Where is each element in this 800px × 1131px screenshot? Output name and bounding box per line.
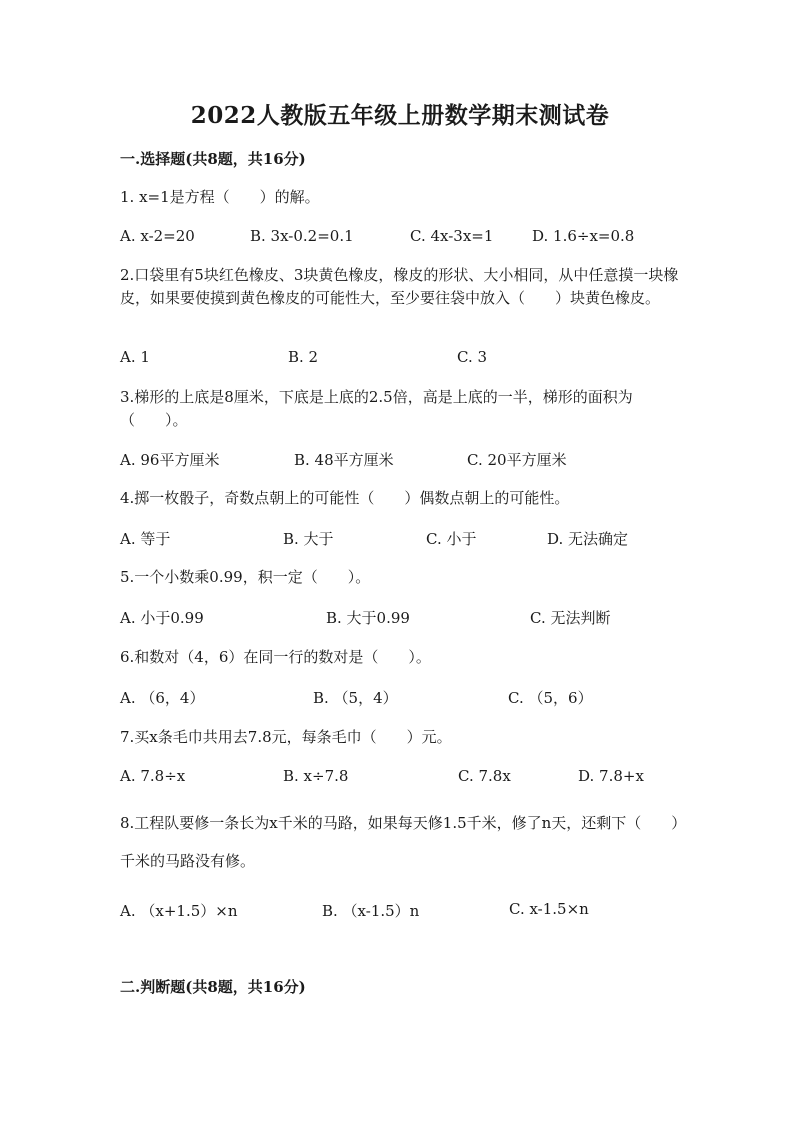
question-8-option-c: C. x-1.5×n [509, 900, 589, 918]
question-4-option-a: A. 等于 [120, 530, 171, 548]
question-6-option-b: B. （5，4） [313, 689, 398, 707]
question-7-option-d: D. 7.8+x [578, 767, 644, 785]
question-5-option-a: A. 小于0.99 [120, 609, 204, 627]
question-1-options [120, 227, 680, 249]
question-4-stem: 4.掷一枚骰子，奇数点朝上的可能性（ ）偶数点朝上的可能性。 [120, 489, 570, 507]
exam-title: 2022人教版五年级上册数学期末测试卷 [190, 102, 610, 129]
question-6-option-a: A. （6，4） [120, 689, 205, 707]
question-7-option-a: A. 7.8÷x [120, 767, 186, 785]
question-1-stem: 1. x=1是方程（ ）的解。 [120, 188, 320, 206]
question-3-option-c: C. 20平方厘米 [467, 451, 567, 469]
question-6-option-c: C. （5，6） [508, 689, 593, 707]
question-3-option-b: B. 48平方厘米 [294, 451, 394, 469]
question-8-stem: 8.工程队要修一条长为x千米的马路，如果每天修1.5千米，修了n天，还剩下（ ）千米的马路没有修。 [120, 814, 679, 870]
section-heading-judgement: 二.判断题(共8题，共16分) [120, 978, 306, 996]
question-2-option-c: C. 3 [457, 348, 488, 366]
question-5-stem: 5.一个小数乘0.99，积一定（ ）。 [120, 568, 371, 586]
question-4-option-c: C. 小于 [426, 530, 477, 548]
question-6-options [120, 687, 680, 709]
question-7-option-b: B. x÷7.8 [283, 767, 349, 785]
question-1-option-a: A. x-2=20 [120, 227, 195, 245]
question-6-stem: 6.和数对（4，6）在同一行的数对是（ ）。 [120, 648, 431, 666]
question-7-option-c: C. 7.8x [458, 767, 511, 785]
question-5-option-b: B. 大于0.99 [326, 609, 410, 627]
question-1-option-b: B. 3x-0.2=0.1 [250, 227, 354, 245]
question-5-option-c: C. 无法判断 [530, 609, 611, 627]
question-3-stem: 3.梯形的上底是8厘米，下底是上底的2.5倍，高是上底的一半，梯形的面积为（ ）。 [120, 388, 633, 429]
section-heading-choice: 一.选择题(共8题，共16分) [120, 150, 306, 168]
question-4-option-d: D. 无法确定 [547, 530, 629, 548]
question-4-option-b: B. 大于 [283, 530, 334, 548]
question-2-options [120, 348, 680, 370]
question-1-option-d: D. 1.6÷x=0.8 [532, 227, 635, 245]
question-1-option-c: C. 4x-3x=1 [410, 227, 494, 245]
question-4-options [120, 528, 680, 550]
question-8-option-a: A. （x+1.5）×n [120, 902, 238, 920]
question-5-options [120, 607, 680, 629]
question-8-options [120, 900, 680, 922]
question-2-stem: 2.口袋里有5块红色橡皮、3块黄色橡皮，橡皮的形状、大小相同，从中任意摸一块橡皮，如果要使摸到黄色橡皮的可能性大，至少要往袋中放入（ ）块黄色橡皮。 [120, 266, 679, 307]
question-2-option-a: A. 1 [120, 348, 150, 366]
question-2-option-b: B. 2 [288, 348, 319, 366]
question-3-option-a: A. 96平方厘米 [120, 451, 220, 469]
question-3-options [120, 449, 680, 471]
question-7-options [120, 767, 680, 789]
question-8-option-b: B. （x-1.5）n [322, 902, 420, 920]
question-7-stem: 7.买x条毛巾共用去7.8元，每条毛巾（ ）元。 [120, 728, 452, 746]
